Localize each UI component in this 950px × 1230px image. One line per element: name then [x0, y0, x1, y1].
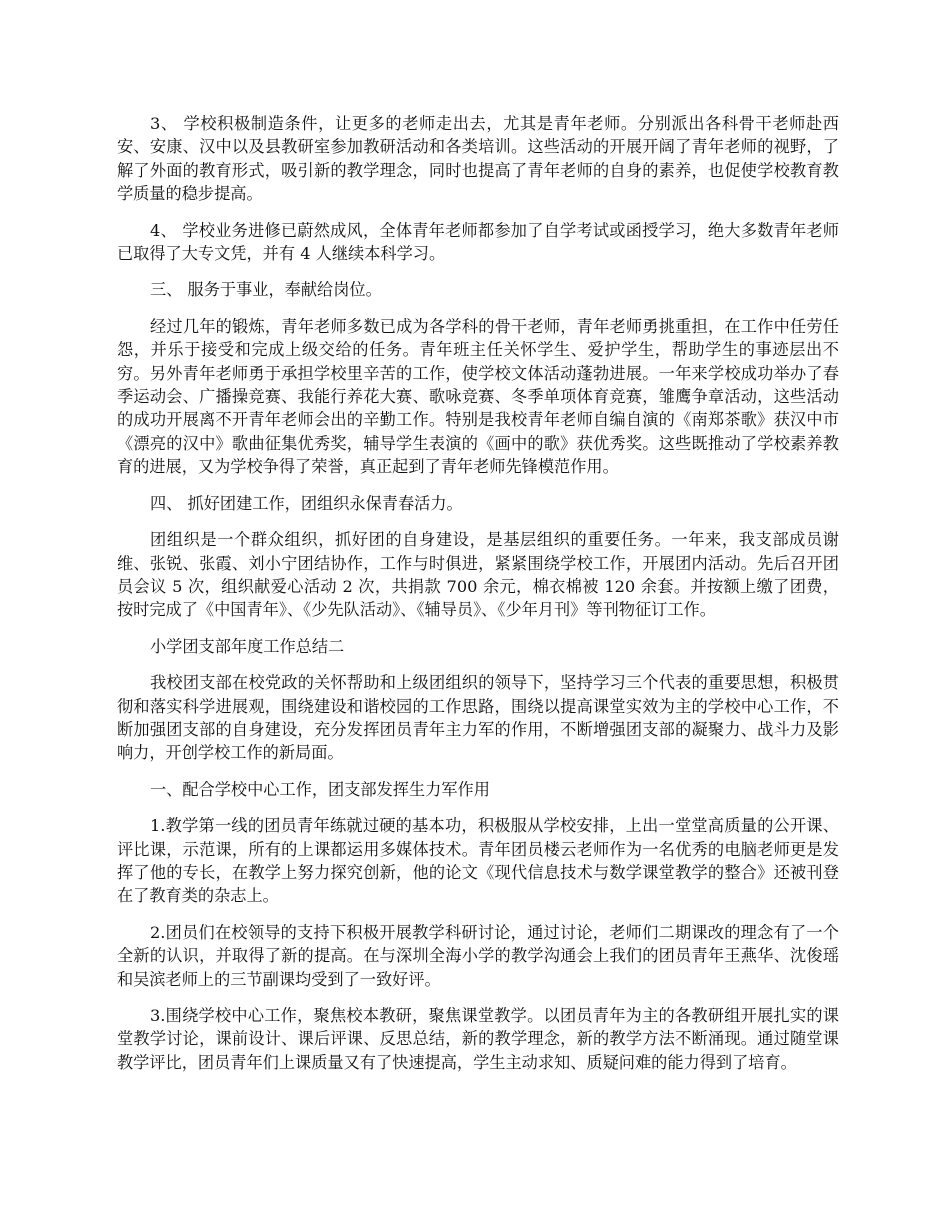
document-subtitle: 小学团支部年度工作总结二: [150, 636, 345, 656]
paragraph-2: 4、 学校业务进修已蔚然成风，全体青年老师都参加了自学考试或函授学习，绝大多数青年老师已取得了大专文凭，并有 4 人继续本科学习。: [117, 220, 839, 264]
section-heading-1: 一、配合学校中心工作，团支部发挥生力军作用: [150, 779, 490, 799]
paragraph-1: 3、 学校积极制造条件，让更多的老师走出去，尤其是青年老师。分别派出各科骨干老师赴西安、安康、汉中以及县教研室参加教研活动和各类培训。这些活动的开展开阔了青年老师的视野，了解了外面的教育形式，吸引新的教学理念，同时也提高了青年老师的自身的素养，也促使学校教育教学质量的稳步提高。: [117, 114, 839, 204]
paragraph-8: 我校团支部在校党政的关怀帮助和上级团组织的领导下，坚持学习三个代表的重要思想，积极贯彻和落实科学进展观，围绕建设和谐校园的工作思路，围绕以提高课堂实效为主的学校中心工作，不断加强团支部的自身建设，充分发挥团员青年主力军的作用，不断增强团支部的凝聚力、战斗力及影响力，开创学校工作的新局面。: [117, 673, 839, 763]
document-body: [117, 112, 839, 1087]
section-heading-4: 四、 抓好团建工作，团组织永保青春活力。: [150, 493, 463, 513]
paragraph-11: 2.团员们在校领导的支持下积极开展教学科研讨论，通过讨论，老师们二期课改的理念有了一个全新的认识，并取得了新的提高。在与深圳全海小学的教学沟通会上我们的团员青年王燕华、沈俊瑶和吴滨老师上的三节副课均受到了一致好评。: [117, 922, 839, 989]
paragraph-6: 团组织是一个群众组织，抓好团的自身建设，是基层组织的重要任务。一年来，我支部成员谢维、张锐、张霞、刘小宁团结协作，工作与时俱进，紧紧围绕学校工作，开展团内活动。先后召开团员会议 5 次，组织献爱心活动 2 次，共捐款 700 余元，棉衣棉被 120 余套。并按额上缴了团费，按时完成了《中国青年》、《少先队活动》、《辅导员》、《少年月刊》等刊物征订工作。: [117, 530, 839, 620]
paragraph-12: 3.围绕学校中心工作，聚焦校本教研，聚焦课堂教学。以团员青年为主的各教研组开展扎实的课堂教学讨论，课前设计、课后评课、反思总结，新的教学理念，新的教学方法不断涌现。通过随堂课教学评比，团员青年们上课质量又有了快速提高，学生主动求知、质疑问难的能力得到了培育。: [117, 1006, 839, 1072]
paragraph-10: 1.教学第一线的团员青年练就过硬的基本功，积极服从学校安排，上出一堂堂高质量的公开课、评比课，示范课，所有的上课都运用多媒体技术。青年团员楼云老师作为一名优秀的电脑老师更是发挥了他的专长，在教学上努力探究创新，他的论文《现代信息技术与数学课堂教学的整合》还被刊登在了教育类的杂志上。: [117, 816, 839, 906]
paragraph-4: 经过几年的锻炼，青年老师多数已成为各学科的骨干老师，青年老师勇挑重担，在工作中任劳任怨，并乐于接受和完成上级交给的任务。青年班主任关怀学生、爱护学生，帮助学生的事迹层出不穷。另外青年老师勇于承担学校里辛苦的工作，使学校文体活动蓬勃进展。一年来学校成功举办了春季运动会、广播操竞赛、我能行养花大赛、歌咏竞赛、冬季单项体育竞赛，雏鹰争章活动，这些活动的成功开展离不开青年老师会出的辛勤工作。特别是我校青年老师自编自演的《南郑茶歌》获汉中市《漂亮的汉中》歌曲征集优秀奖，辅导学生表演的《画中的歌》获优秀奖。这些既推动了学校素养教育的进展，又为学校争得了荣誉，真正起到了青年老师先锋模范作用。: [117, 316, 839, 477]
section-heading-3: 三、 服务于事业，奉献给岗位。: [150, 280, 382, 300]
